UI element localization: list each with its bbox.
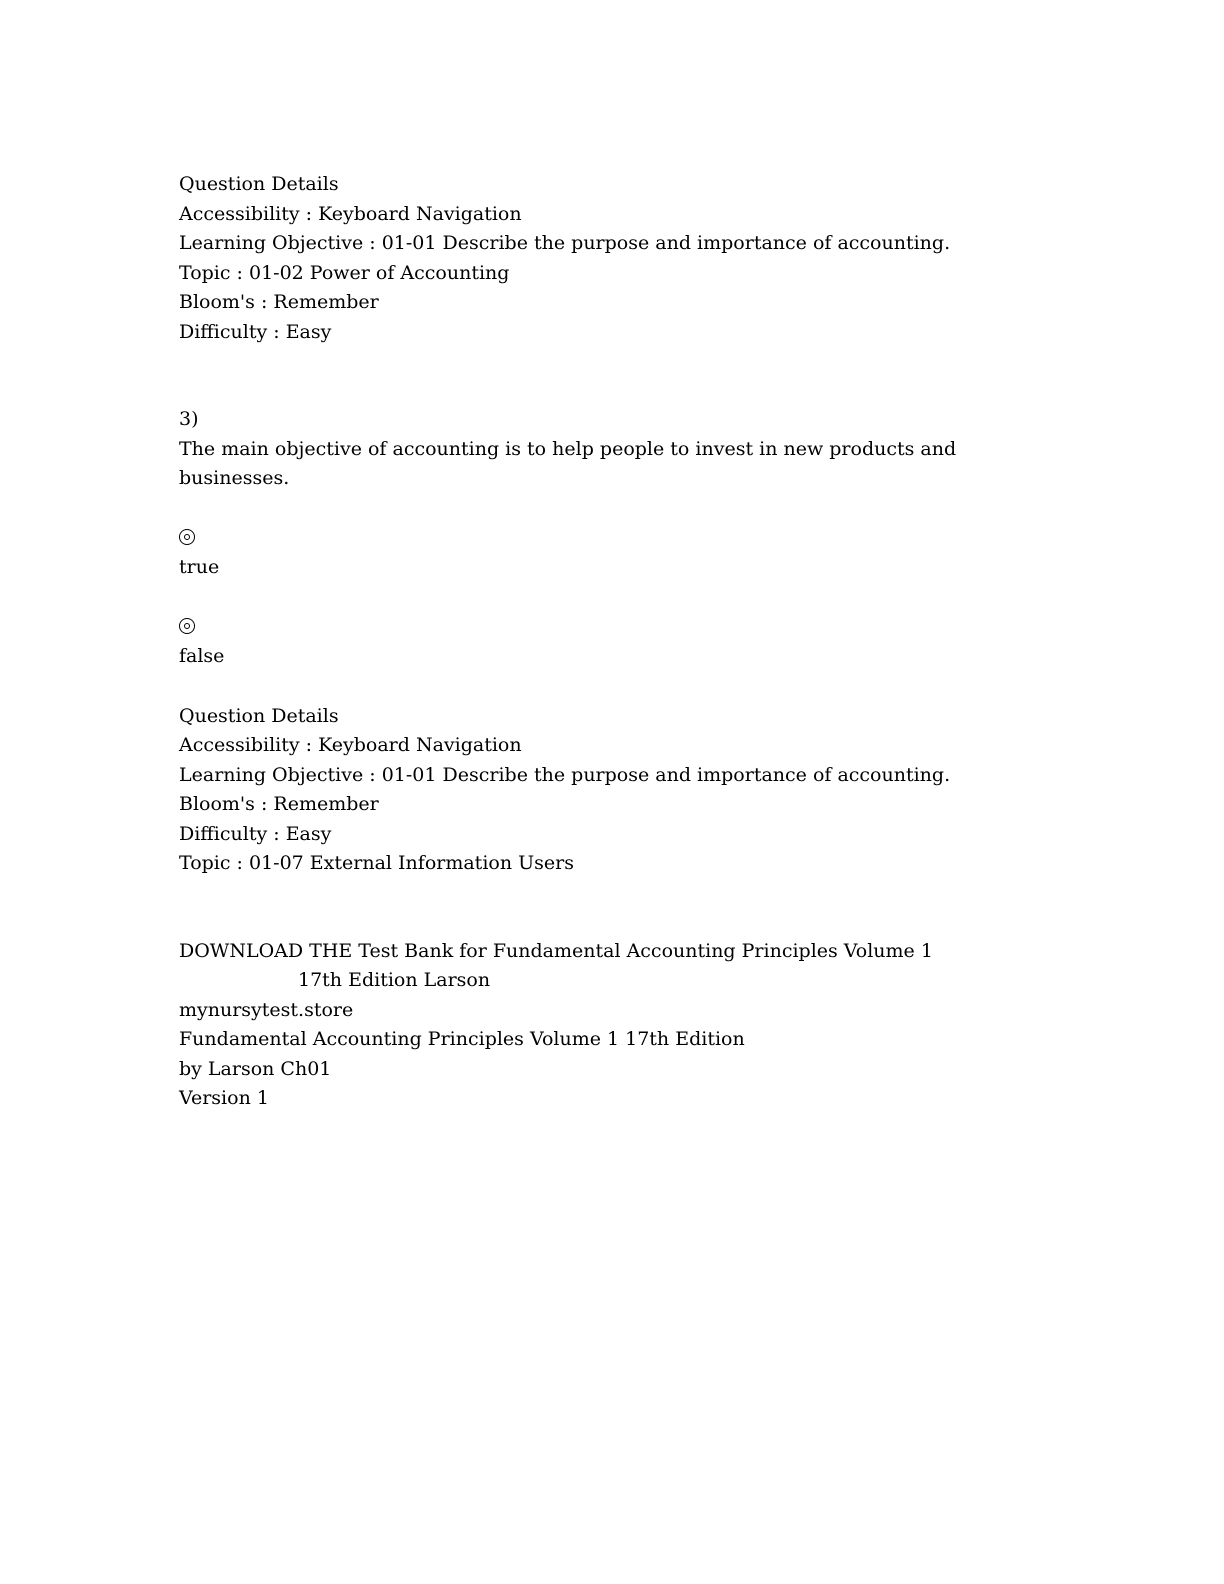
spacer: [179, 879, 1039, 937]
difficulty-line: Difficulty : Easy: [179, 320, 332, 343]
document-page: [179, 170, 1039, 1114]
accessibility-line: Accessibility : Keyboard Navigation: [179, 734, 522, 756]
details-heading: Question Details: [179, 173, 339, 195]
learning-objective-line: Learning Objective : 01-01 Describe the purpose and importance of accounting.: [179, 232, 951, 254]
option-label: false: [179, 645, 225, 667]
book-title: Fundamental Accounting Principles Volume 1 17th Edition: [179, 1028, 745, 1050]
question-number: 3): [179, 408, 199, 430]
blooms-line: Bloom's : Remember: [179, 793, 379, 815]
blooms-line: Bloom's : Remember: [179, 291, 379, 313]
topic-line: Topic : 01-07 External Information Users: [179, 852, 574, 874]
spacer: [179, 583, 1039, 613]
learning-objective-line: Learning Objective : 01-01 Describe the purpose and importance of accounting.: [179, 763, 951, 786]
download-title-line: DOWNLOAD THE Test Bank for Fundamental Accounting Principles Volume 1: [179, 939, 933, 962]
question-text: The main objective of accounting is to help people to invest in new products and businesses.: [179, 437, 957, 489]
question-details-block-1: [179, 170, 1039, 347]
details-heading: Question Details: [179, 704, 339, 727]
topic-line: Topic : 01-02 Power of Accounting: [179, 261, 510, 284]
difficulty-line: Difficulty : Easy: [179, 822, 332, 845]
author-chapter: by Larson Ch01: [179, 1057, 332, 1080]
question-3: [179, 405, 1039, 672]
spacer: [179, 347, 1039, 405]
version-label: Version 1: [179, 1087, 269, 1109]
spacer: [179, 672, 1039, 702]
spacer: [179, 494, 1039, 524]
answer-option-true[interactable]: [179, 524, 1039, 583]
option-label: true: [179, 556, 220, 578]
radio-icon[interactable]: [179, 529, 195, 545]
radio-icon[interactable]: [179, 618, 195, 634]
download-footer: [179, 937, 1039, 1114]
accessibility-line: Accessibility : Keyboard Navigation: [179, 202, 522, 225]
question-details-block-2: [179, 702, 1039, 879]
download-title-continuation: 17th Edition Larson: [298, 969, 491, 991]
site-name: mynursytest.store: [179, 998, 354, 1021]
answer-option-false[interactable]: [179, 613, 1039, 672]
